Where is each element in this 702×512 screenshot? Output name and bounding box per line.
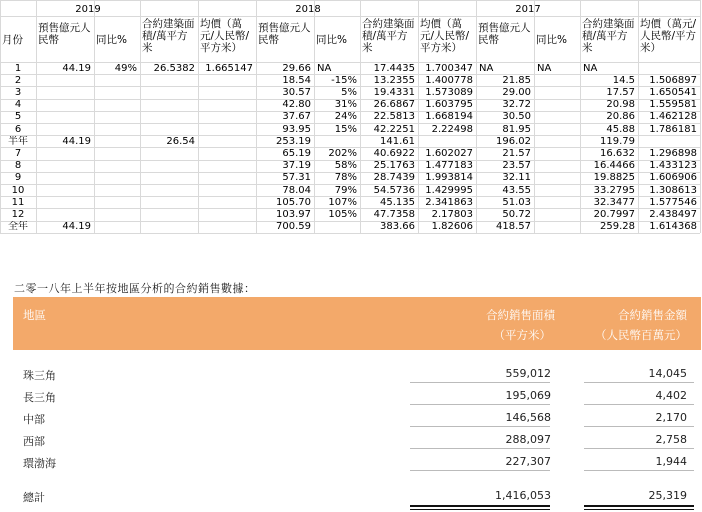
header-yoy: 同比% xyxy=(536,34,567,46)
table-row xyxy=(13,452,701,470)
data-cell: 1.602027 xyxy=(425,147,473,159)
total-label: 總計 xyxy=(23,491,45,504)
data-cell: 13.2355 xyxy=(373,74,415,86)
data-cell: 1.400778 xyxy=(425,74,473,86)
data-cell: NA xyxy=(479,62,494,74)
header-amount-unit: （人民幣百萬元） xyxy=(595,328,687,342)
month-label: 12 xyxy=(11,208,25,220)
month-label: 1 xyxy=(14,62,22,74)
region-name: 中部 xyxy=(23,413,45,426)
report-title: 二零一八年上半年按地區分析的合約銷售數據： xyxy=(14,282,256,295)
data-cell: 16.632 xyxy=(600,147,635,159)
data-cell: 30.50 xyxy=(502,111,531,123)
data-cell: 18.54 xyxy=(282,74,311,86)
data-cell: 17.57 xyxy=(606,86,635,98)
data-cell: 42.80 xyxy=(282,99,311,111)
data-cell: 42.2251 xyxy=(373,123,415,135)
month-label: 3 xyxy=(14,86,22,98)
data-cell: 49% xyxy=(114,62,137,74)
data-cell: 259.28 xyxy=(600,221,635,233)
data-cell: 54.5736 xyxy=(373,184,415,196)
header-presale: 預售億元人民幣 xyxy=(478,22,531,46)
data-cell: 20.98 xyxy=(606,99,635,111)
header-area: 合約建築面積/萬平方米 xyxy=(582,18,635,54)
data-cell: 1.559581 xyxy=(649,99,697,111)
region-amount: 2,758 xyxy=(655,433,687,446)
header-area-unit: （平方米） xyxy=(493,328,551,342)
month-label: 5 xyxy=(14,111,22,123)
header-yoy: 同比% xyxy=(96,34,127,46)
region-area: 288,097 xyxy=(505,433,551,446)
data-cell: 93.95 xyxy=(282,123,311,135)
data-cell: 1.433123 xyxy=(649,160,697,172)
region-name: 環渤海 xyxy=(23,457,56,470)
data-cell: 5% xyxy=(341,86,357,98)
data-cell: 20.7997 xyxy=(593,208,635,220)
data-cell: 15% xyxy=(334,123,357,135)
data-cell: 253.19 xyxy=(276,135,311,147)
month-label: 全年 xyxy=(8,221,28,233)
data-cell: 23.57 xyxy=(502,160,531,172)
data-cell: 1.477183 xyxy=(425,160,473,172)
header-area: 合約建築面積/萬平方米 xyxy=(142,18,195,54)
data-cell: 196.02 xyxy=(496,135,531,147)
data-cell: 44.19 xyxy=(62,135,91,147)
table-row xyxy=(13,430,701,448)
total-area: 1,416,053 xyxy=(495,489,551,502)
data-cell: 103.97 xyxy=(276,208,311,220)
data-cell: 1.308613 xyxy=(649,184,697,196)
data-cell: NA xyxy=(317,62,332,74)
year-label: 2017 xyxy=(515,4,541,15)
data-cell: 32.3477 xyxy=(593,196,635,208)
data-cell: 107% xyxy=(328,196,357,208)
data-cell: 33.2795 xyxy=(593,184,635,196)
data-cell: 383.66 xyxy=(380,221,415,233)
data-cell: 119.79 xyxy=(600,135,635,147)
data-cell: 51.03 xyxy=(502,196,531,208)
data-cell: 24% xyxy=(334,111,357,123)
data-cell: 45.135 xyxy=(380,196,415,208)
region-name: 長三角 xyxy=(23,391,56,404)
data-cell: 141.61 xyxy=(380,135,415,147)
data-cell: 1.665147 xyxy=(205,62,253,74)
data-cell: 45.88 xyxy=(606,123,635,135)
data-cell: 58% xyxy=(334,160,357,172)
table-row xyxy=(13,408,701,426)
data-cell: 2.17803 xyxy=(431,208,473,220)
data-cell: 418.57 xyxy=(496,221,531,233)
data-cell: 30.57 xyxy=(282,86,311,98)
data-cell: 1.786181 xyxy=(649,123,697,135)
data-cell: 26.5382 xyxy=(153,62,195,74)
data-cell: 1.429995 xyxy=(425,184,473,196)
data-cell: 17.4435 xyxy=(373,62,415,74)
total-amount: 25,319 xyxy=(648,489,687,502)
data-cell: 105.70 xyxy=(276,196,311,208)
data-cell: 28.7439 xyxy=(373,172,415,184)
data-cell: 57.31 xyxy=(282,172,311,184)
month-label: 4 xyxy=(14,99,22,111)
data-cell: 21.57 xyxy=(502,147,531,159)
month-label: 半年 xyxy=(8,135,28,147)
data-cell: 43.55 xyxy=(502,184,531,196)
data-cell: 1.82606 xyxy=(431,221,473,233)
header-area: 合約建築面積/萬平方米 xyxy=(362,18,415,54)
region-amount: 2,170 xyxy=(655,411,687,424)
data-cell: 1.650541 xyxy=(649,86,697,98)
month-label: 7 xyxy=(14,147,22,159)
data-cell: 79% xyxy=(334,184,357,196)
data-cell: 37.67 xyxy=(282,111,311,123)
header-month: 月份 xyxy=(2,34,23,46)
data-cell: 1.606906 xyxy=(649,172,697,184)
data-cell: 29.66 xyxy=(282,62,311,74)
region-amount: 1,944 xyxy=(655,455,687,468)
header-presale: 預售億元人民幣 xyxy=(258,22,311,46)
header-price: 均價（萬元/人民幣/平方米） xyxy=(420,18,470,54)
data-cell: 19.4331 xyxy=(373,86,415,98)
data-cell: 1.462128 xyxy=(649,111,697,123)
data-cell: NA xyxy=(583,62,598,74)
data-cell: 65.19 xyxy=(282,147,311,159)
data-cell: 700.59 xyxy=(276,221,311,233)
header-region: 地區 xyxy=(23,308,46,322)
region-area: 195,069 xyxy=(505,389,551,402)
region-area: 227,307 xyxy=(505,455,551,468)
data-cell: 16.4466 xyxy=(593,160,635,172)
data-cell: 44.19 xyxy=(62,62,91,74)
data-cell: 1.614368 xyxy=(649,221,697,233)
data-cell: 105% xyxy=(328,208,357,220)
header-price: 均價（萬元/人民幣/平方米） xyxy=(200,18,250,54)
year-label: 2018 xyxy=(295,4,321,15)
region-amount: 4,402 xyxy=(655,389,687,402)
data-cell: 44.19 xyxy=(62,221,91,233)
data-cell: 50.72 xyxy=(502,208,531,220)
data-cell: 81.95 xyxy=(502,123,531,135)
year-label: 2019 xyxy=(75,4,101,15)
table-row xyxy=(13,364,701,382)
data-cell: 31% xyxy=(334,99,357,111)
data-cell: 22.5813 xyxy=(373,111,415,123)
data-cell: 21.85 xyxy=(502,74,531,86)
header-presale: 預售億元人民幣 xyxy=(38,22,91,46)
data-cell: 1.506897 xyxy=(649,74,697,86)
data-cell: 37.19 xyxy=(282,160,311,172)
region-area: 146,568 xyxy=(505,411,551,424)
table-row xyxy=(13,386,701,404)
data-cell: 202% xyxy=(328,147,357,159)
data-cell: 1.668194 xyxy=(425,111,473,123)
data-cell: 1.993814 xyxy=(425,172,473,184)
data-cell: 26.6867 xyxy=(373,99,415,111)
data-cell: 1.577546 xyxy=(649,196,697,208)
report-table-header xyxy=(13,297,701,350)
month-label: 10 xyxy=(11,184,25,196)
month-label: 8 xyxy=(14,160,22,172)
data-cell: -15% xyxy=(331,74,357,86)
month-label: 11 xyxy=(11,196,25,208)
data-cell: NA xyxy=(537,62,552,74)
data-cell: 32.11 xyxy=(502,172,531,184)
data-cell: 78% xyxy=(334,172,357,184)
data-cell: 1.296898 xyxy=(649,147,697,159)
data-cell: 78.04 xyxy=(282,184,311,196)
header-price: 均價（萬元/人民幣/平方米） xyxy=(640,18,697,54)
total-row xyxy=(13,486,701,504)
header-amount: 合約銷售金額 xyxy=(618,308,687,322)
month-label: 6 xyxy=(14,123,22,135)
region-name: 珠三角 xyxy=(23,369,56,382)
data-cell: 1.603795 xyxy=(425,99,473,111)
header-yoy: 同比% xyxy=(316,34,347,46)
data-cell: 40.6922 xyxy=(373,147,415,159)
data-cell: 26.54 xyxy=(166,135,195,147)
data-cell: 19.8825 xyxy=(593,172,635,184)
data-cell: 29.00 xyxy=(502,86,531,98)
month-label: 9 xyxy=(14,172,22,184)
region-name: 西部 xyxy=(23,435,45,448)
data-cell: 20.86 xyxy=(606,111,635,123)
data-cell: 1.700347 xyxy=(425,62,473,74)
data-cell: 2.438497 xyxy=(649,208,697,220)
region-amount: 14,045 xyxy=(648,367,687,380)
data-cell: 2.22498 xyxy=(431,123,473,135)
data-cell: 32.72 xyxy=(502,99,531,111)
region-area: 559,012 xyxy=(505,367,551,380)
data-cell: 25.1763 xyxy=(373,160,415,172)
data-cell: 2.341863 xyxy=(425,196,473,208)
data-cell: 47.7358 xyxy=(373,208,415,220)
header-area: 合約銷售面積 xyxy=(486,308,555,322)
data-cell: 1.573089 xyxy=(425,86,473,98)
month-label: 2 xyxy=(14,74,22,86)
data-cell: 14.5 xyxy=(612,74,635,86)
